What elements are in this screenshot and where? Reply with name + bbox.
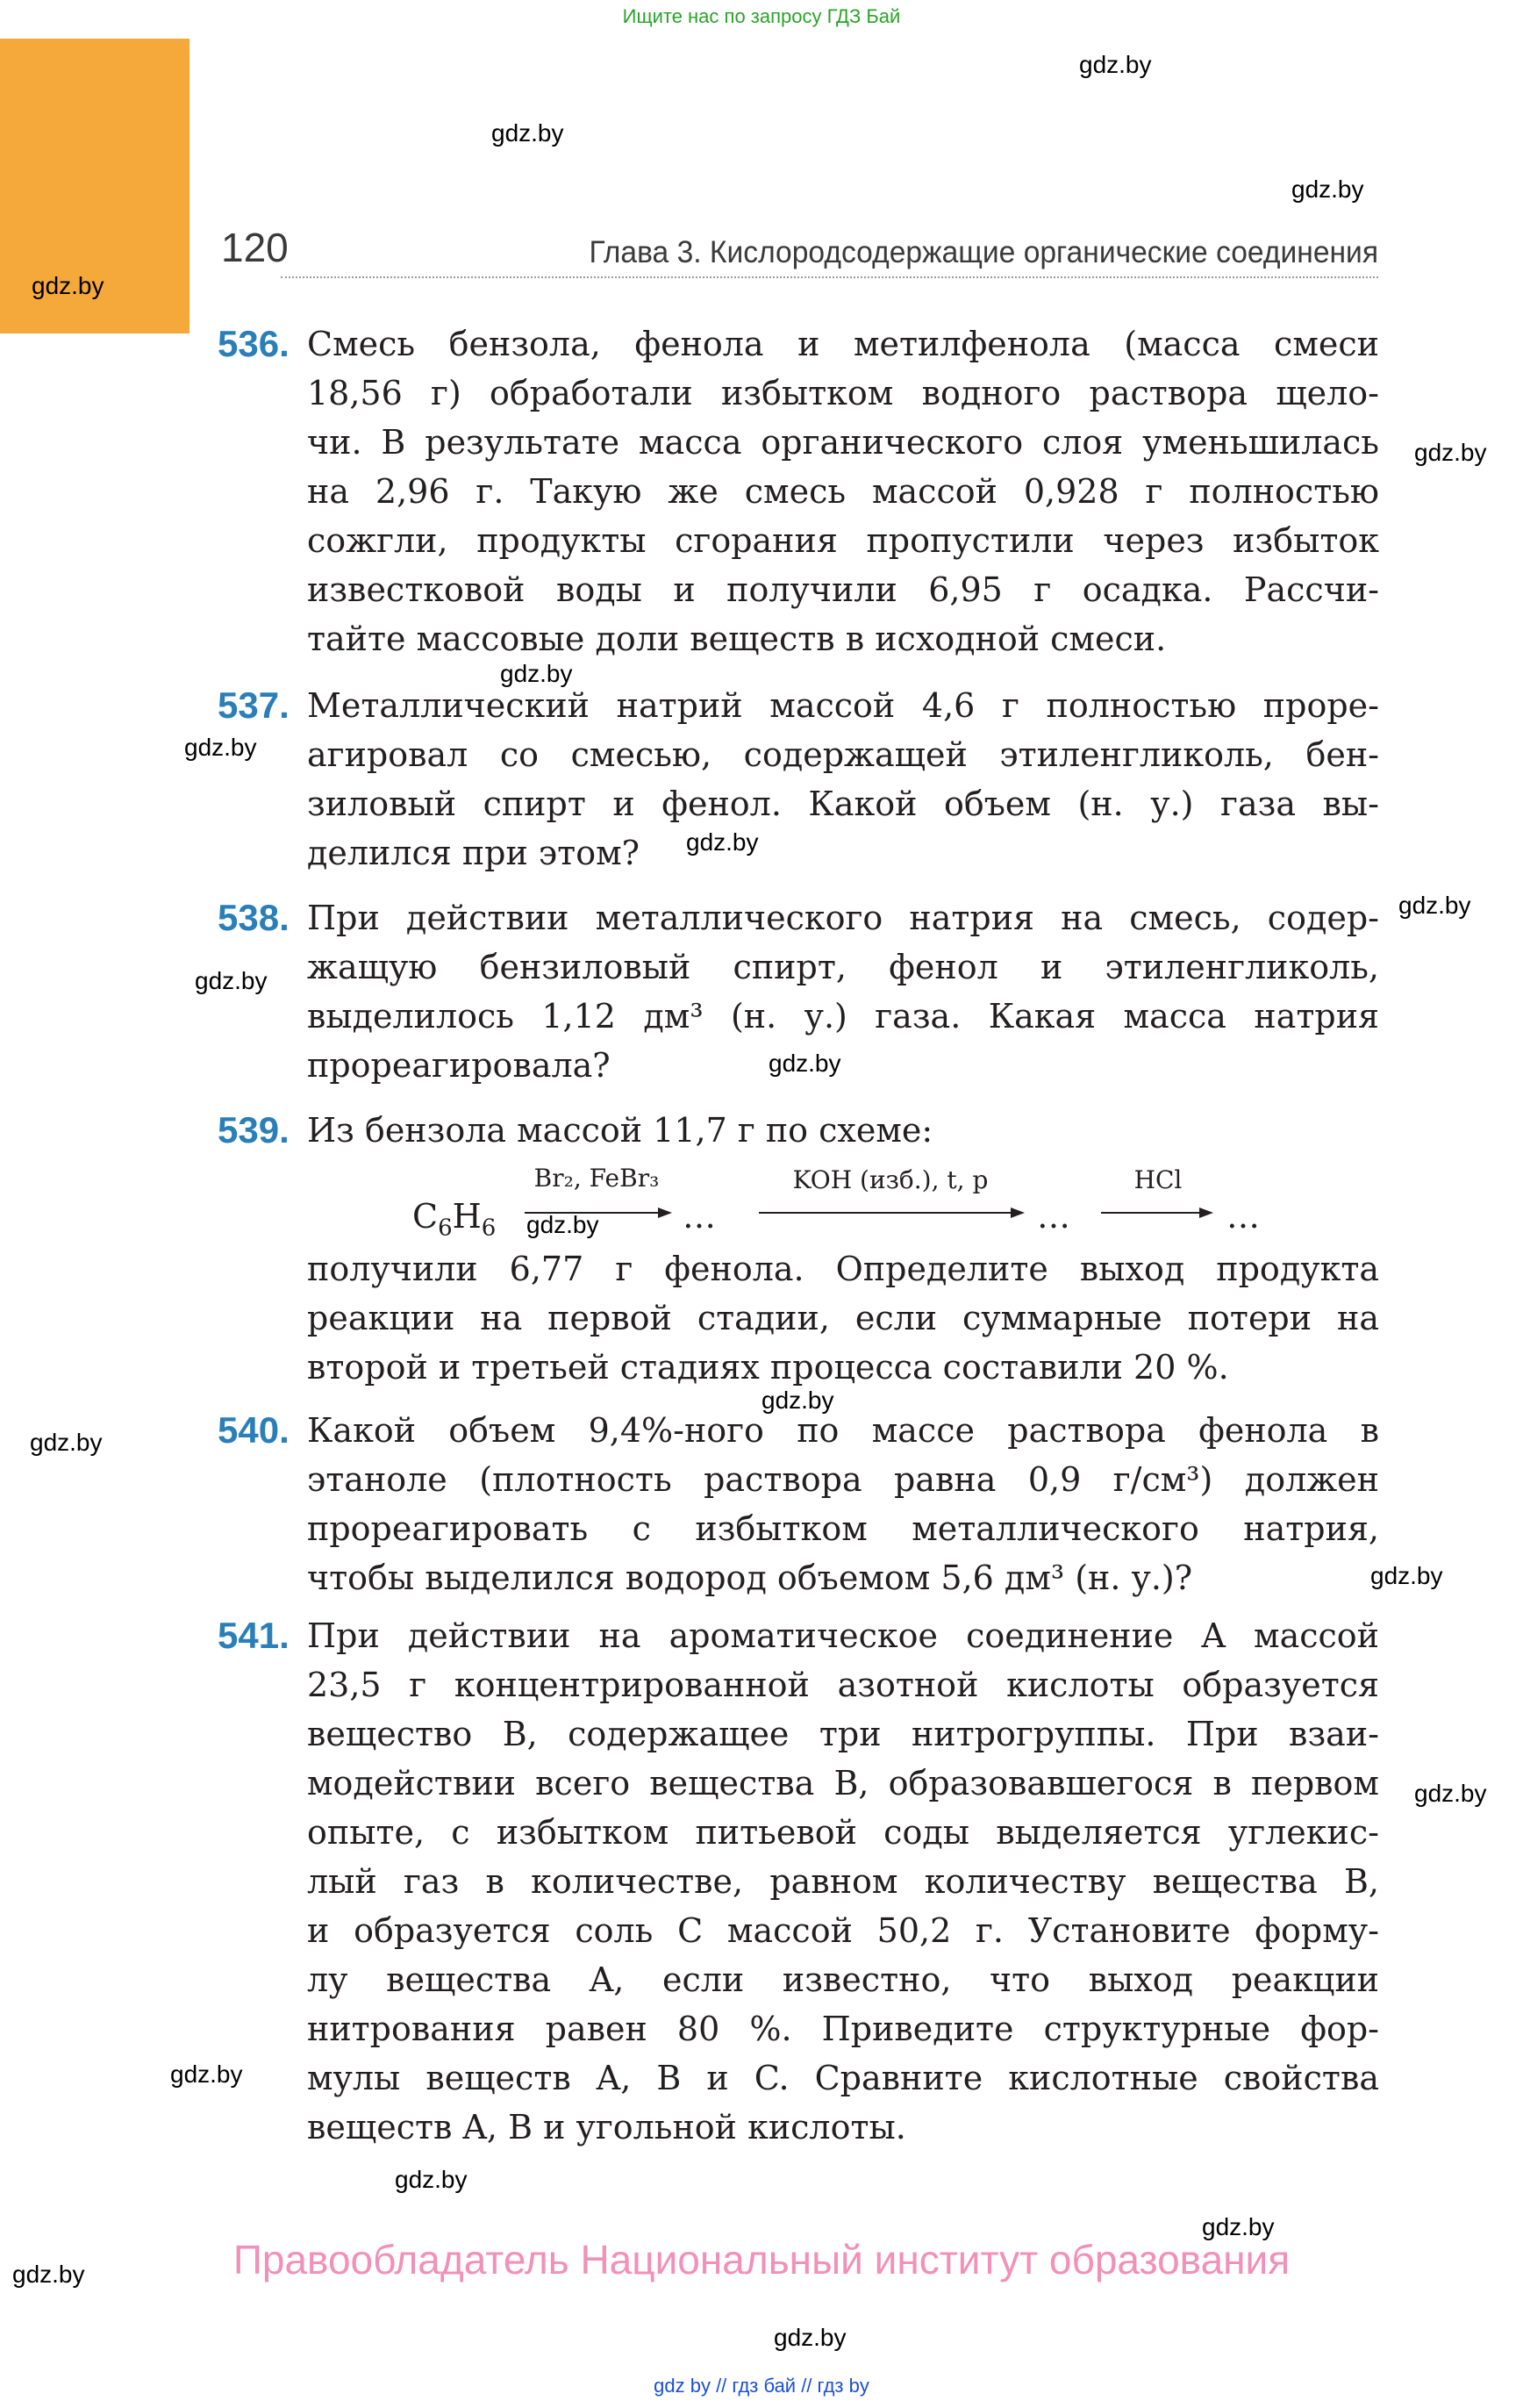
watermark: gdz.by bbox=[774, 2324, 847, 2351]
text-line: на 2,96 г. Такую же смесь массой 0,928 г полностью bbox=[307, 472, 1379, 511]
text-line: 18,56 г) обработали избытком водного раствора щело- bbox=[307, 374, 1379, 412]
text-line: лый газ в количестве, равном количеству вещества B, bbox=[307, 1862, 1379, 1901]
text-line: мулы веществ A, B и C. Сравните кислотные свойства bbox=[307, 2059, 1379, 2097]
text-line: жащую бензиловый спирт, фенол и этиленгликоль, bbox=[307, 948, 1379, 986]
watermark: gdz.by bbox=[184, 734, 257, 761]
formula-benzene bbox=[412, 1197, 496, 1242]
watermark: gdz.by bbox=[1414, 1780, 1487, 1807]
text-line: чтобы выделился водород объемом 5,6 дм³ (н. у.)? bbox=[307, 1559, 1193, 1597]
text-line: тайте массовые доли веществ в исходной смеси. bbox=[307, 620, 1167, 658]
text-line: прореагировать с избытком металлического натрия, bbox=[307, 1509, 1379, 1548]
watermark: gdz.by bbox=[526, 1211, 599, 1238]
watermark: gdz.by bbox=[1291, 176, 1364, 203]
watermark: gdz.by bbox=[1414, 439, 1487, 466]
footer-links[interactable]: gdz by // гдз бай // гдз by bbox=[654, 2375, 869, 2397]
problem-text bbox=[307, 1611, 1379, 2152]
arrow-2-label: KOH (изб.), t, p bbox=[792, 1165, 989, 1194]
watermark: gdz.by bbox=[1370, 1562, 1443, 1589]
text-line: опыте, с избытком питьевой соды выделяется углекис- bbox=[307, 1813, 1379, 1852]
formula-subscript: 6 bbox=[438, 1215, 453, 1242]
problem-intro bbox=[307, 1106, 1379, 1155]
watermark: gdz.by bbox=[195, 967, 268, 994]
text-line: прореагировала? bbox=[307, 1046, 611, 1085]
problem-number: 539. bbox=[218, 1109, 290, 1150]
text-line: сожгли, продукты сгорания пропустили через избыток bbox=[307, 521, 1379, 560]
problem-number: 540. bbox=[218, 1409, 290, 1451]
arrow-2 bbox=[759, 1204, 1026, 1222]
text-line: делился при этом? bbox=[307, 834, 640, 872]
text-line: и образуется соль C массой 50,2 г. Установите форму- bbox=[307, 1911, 1379, 1950]
problem-number: 541. bbox=[218, 1615, 290, 1656]
reaction-scheme bbox=[412, 1160, 1290, 1242]
formula-subscript: 6 bbox=[481, 1215, 497, 1242]
problem-text bbox=[307, 319, 1379, 663]
arrow-1-label: Br₂, FeBr₃ bbox=[533, 1164, 660, 1193]
text-line: Из бензола массой 11,7 г по схеме: bbox=[307, 1111, 933, 1150]
copyright-holder: Правообладатель Национальный институт образования bbox=[232, 2237, 1291, 2283]
text-line: При действии на ароматическое соединение A массой bbox=[307, 1616, 1379, 1655]
watermark: gdz.by bbox=[500, 660, 573, 687]
problem-text bbox=[307, 1244, 1379, 1392]
watermark: gdz.by bbox=[1398, 892, 1471, 919]
arrow-1 bbox=[525, 1204, 674, 1222]
text-line: лу вещества A, если известно, что выход реакции bbox=[307, 1960, 1379, 1999]
watermark: gdz.by bbox=[30, 1429, 103, 1456]
watermark: gdz.by bbox=[1079, 51, 1152, 78]
arrow-3-label: HCl bbox=[1133, 1165, 1183, 1194]
text-line: агировал со смесью, содержащей этиленгликоль, бен- bbox=[307, 735, 1379, 774]
top-banner: Ищите нас по запросу ГДЗ Бай bbox=[622, 5, 901, 27]
page-number: 120 bbox=[221, 225, 289, 270]
text-line: получили 6,77 г фенола. Определите выход продукта bbox=[307, 1250, 1379, 1288]
problem-number: 536. bbox=[218, 323, 290, 364]
problem-text bbox=[307, 681, 1379, 878]
text-line: вещество B, содержащее три нитрогруппы. При взаи- bbox=[307, 1715, 1379, 1753]
watermark: gdz.by bbox=[491, 119, 564, 147]
watermark: gdz.by bbox=[395, 2166, 468, 2193]
arrow-3 bbox=[1101, 1204, 1215, 1222]
problem-text bbox=[307, 1406, 1379, 1602]
ellipsis: … bbox=[683, 1197, 716, 1236]
problem-number: 538. bbox=[218, 897, 290, 938]
formula-part: C bbox=[412, 1197, 439, 1236]
watermark: gdz.by bbox=[762, 1387, 834, 1414]
header-divider bbox=[281, 276, 1378, 278]
text-line: второй и третьей стадиях процесса составили 20 %. bbox=[307, 1348, 1229, 1387]
problem-text bbox=[307, 893, 1379, 1090]
text-line: При действии металлического натрия на смесь, содер- bbox=[307, 899, 1379, 937]
text-line: Металлический натрий массой 4,6 г полностью проре- bbox=[307, 686, 1379, 725]
text-line: реакции на первой стадии, если суммарные потери на bbox=[307, 1299, 1379, 1337]
text-line: веществ A, B и угольной кислоты. bbox=[307, 2108, 906, 2146]
watermark: gdz.by bbox=[12, 2261, 85, 2288]
text-line: 23,5 г концентрированной азотной кислоты образуется bbox=[307, 1666, 1379, 1704]
watermark: gdz.by bbox=[769, 1050, 841, 1077]
formula-part: H bbox=[452, 1197, 482, 1236]
text-line: этаноле (плотность раствора равна 0,9 г/см³) должен bbox=[307, 1460, 1379, 1499]
watermark: gdz.by bbox=[1202, 2213, 1275, 2240]
text-line: нитрования равен 80 %. Приведите структурные фор- bbox=[307, 2010, 1379, 2048]
text-line: известковой воды и получили 6,95 г осадка. Рассчи- bbox=[307, 570, 1379, 609]
text-line: Смесь бензола, фенола и метилфенола (масса смеси bbox=[307, 325, 1379, 363]
chapter-title: Глава 3. Кислородсодержащие органические соединения bbox=[589, 235, 1378, 269]
watermark: gdz.by bbox=[686, 828, 759, 856]
watermark: gdz.by bbox=[170, 2060, 243, 2088]
text-line: Какой объем 9,4%-ного по массе раствора фенола в bbox=[307, 1411, 1379, 1450]
watermark: gdz.by bbox=[32, 272, 104, 299]
text-line: выделилось 1,12 дм³ (н. у.) газа. Какая масса натрия bbox=[307, 997, 1379, 1036]
problem-number: 537. bbox=[218, 684, 290, 726]
text-line: зиловый спирт и фенол. Какой объем (н. у.) газа вы- bbox=[307, 785, 1379, 823]
text-line: чи. В результате масса органического слоя уменьшилась bbox=[307, 423, 1379, 462]
text-line: модействии всего вещества B, образовавшегося в первом bbox=[307, 1764, 1379, 1802]
ellipsis: … bbox=[1226, 1197, 1260, 1236]
ellipsis: … bbox=[1037, 1197, 1070, 1236]
